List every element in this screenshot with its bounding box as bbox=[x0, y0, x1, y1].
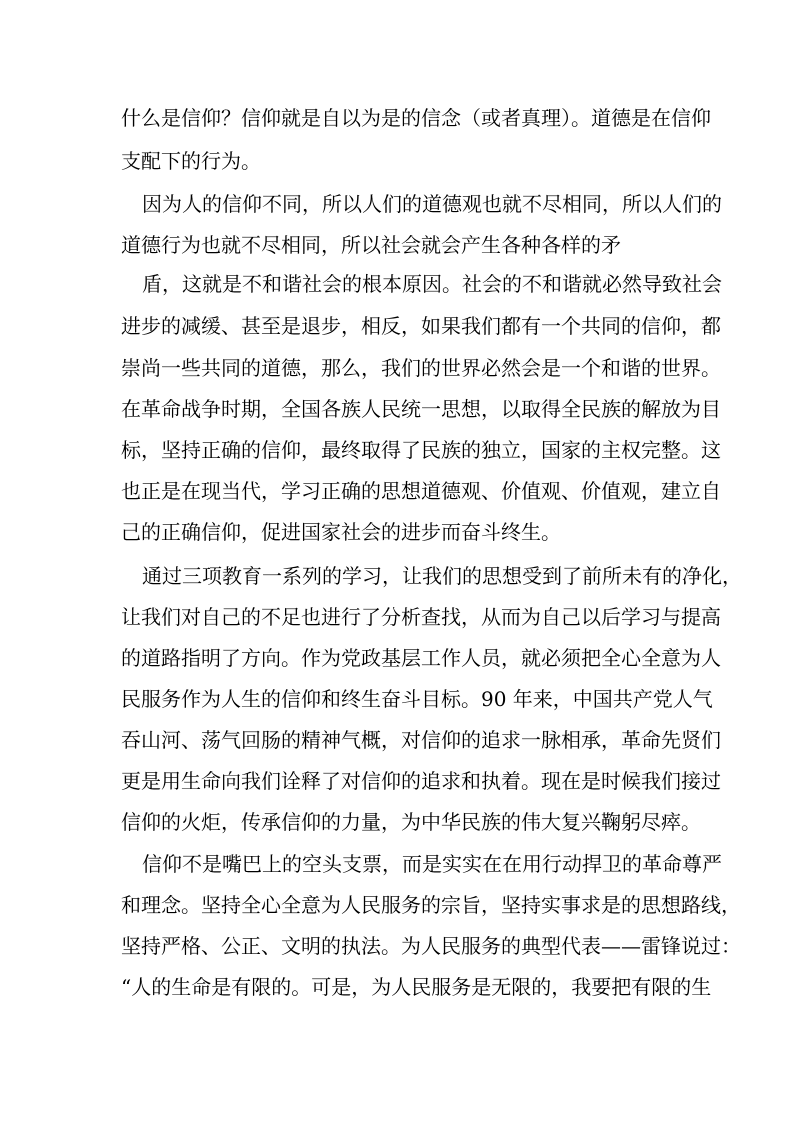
text-line: 吞山河、荡气回肠的精神气概，对信仰的追求一脉相承，革命先贤们 bbox=[121, 728, 721, 752]
text-line: “人的生命是有限的。可是，为人民服务是无限的，我要把有限的生 bbox=[121, 975, 712, 999]
text-line: 的道路指明了方向。作为党政基层工作人员，就必须把全心全意为人 bbox=[121, 646, 721, 670]
text-line: 支配下的行为。 bbox=[121, 149, 261, 173]
text-line: 道德行为也就不尽相同，所以社会就会产生各种各样的矛 bbox=[121, 233, 621, 257]
text-line: 也正是在现当代，学习正确的思想道德观、价值观、价值观，建立自 bbox=[121, 479, 721, 503]
text-line: 标，坚持正确的信仰，最终取得了民族的独立，国家的主权完整。这 bbox=[121, 438, 721, 462]
text-line: 在革命战争时期，全国各族人民统一思想，以取得全民族的解放为目 bbox=[121, 397, 721, 421]
text-line: 坚持严格、公正、文明的执法。为人民服务的典型代表——雷锋说过： bbox=[121, 934, 741, 958]
text-line: 己的正确信仰，促进国家社会的进步而奋斗终生。 bbox=[121, 520, 561, 544]
text-line: 信仰的火炬，传承信仰的力量，为中华民族的伟大复兴鞠躬尽瘁。 bbox=[121, 810, 701, 834]
text-line: 信仰不是嘴巴上的空头支票，而是实实在在用行动捍卫的革命尊严 bbox=[142, 852, 722, 876]
text-line: 通过三项教育一系列的学习，让我们的思想受到了前所未有的净化， bbox=[142, 564, 742, 588]
text-line: 崇尚一些共同的道德，那么，我们的世界必然会是一个和谐的世界。 bbox=[121, 356, 721, 380]
text-line: 因为人的信仰不同，所以人们的道德观也就不尽相同，所以人们的 bbox=[142, 192, 722, 216]
text-line: 更是用生命向我们诠释了对信仰的追求和执着。现在是时候我们接过 bbox=[121, 769, 721, 793]
text-line: 进步的减缓、甚至是退步，相反，如果我们都有一个共同的信仰，都 bbox=[121, 314, 721, 338]
text-line: 什么是信仰？信仰就是自以为是的信念（或者真理）。道德是在信仰 bbox=[121, 106, 711, 130]
text-line: 和理念。坚持全心全意为人民服务的宗旨，坚持实事求是的思想路线， bbox=[121, 893, 741, 917]
text-line: 民服务作为人生的信仰和终生奋斗目标。90 年来，中国共产党人气 bbox=[121, 687, 713, 711]
text-line: 让我们对自己的不足也进行了分析查找，从而为自己以后学习与提高 bbox=[121, 605, 721, 629]
text-line: 盾，这就是不和谐社会的根本原因。社会的不和谐就必然导致社会 bbox=[142, 272, 722, 296]
